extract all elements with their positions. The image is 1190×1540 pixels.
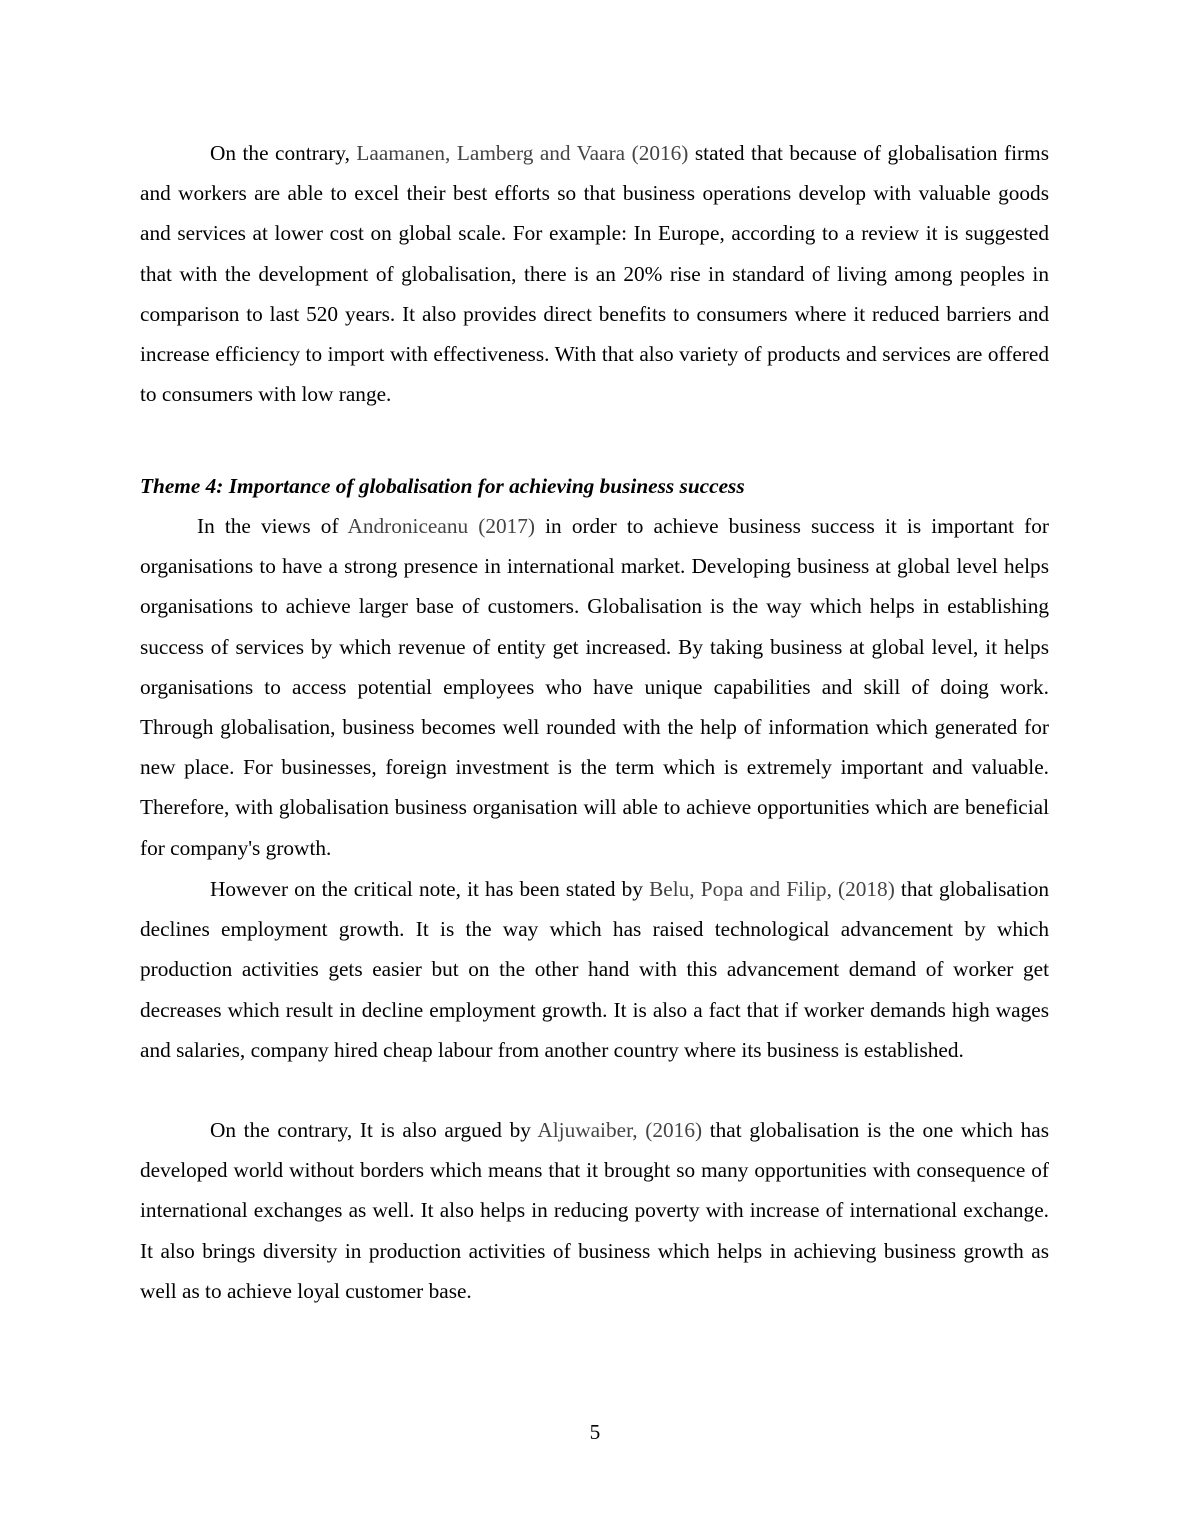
paragraph-body: stated that because of globalisation firms and workers are able to excel their best efforts so that business operations develop with valuable goods and services at lower cost on global scale. For example: In Europe, according to a review it is suggested that with the development of globalisation, there is an 20% rise in standard of living among peoples in comparison to last 520 years. It also provides direct benefits to consumers where it reduced barriers and increase efficiency to import with effectiveness. With that also variety of products and services are offered to consumers with low range. xyxy=(140,141,1049,407)
section-two xyxy=(140,466,1049,868)
paragraph-lead: On the contrary, xyxy=(210,141,357,165)
paragraph-body: in order to achieve business success it is important for organisations to have a strong presence in international market. Developing business at global level helps organisations to achieve larger base of customers. Globalisation is the way which helps in establishing success of services by which revenue of entity get increased. By taking business at global level, it helps organisations to access potential employees who have unique capabilities and skill of doing work. Through globalisation, business becomes well rounded with the help of information which generated for new place. For businesses, foreign investment is the term which is extremely important and valuable. Therefore, with globalisation business organisation will able to achieve opportunities which are beneficial for company's growth. xyxy=(140,514,1049,860)
section-three xyxy=(140,869,1049,1070)
citation-androniceanu: Androniceanu (2017) xyxy=(347,514,536,538)
section-one xyxy=(140,133,1049,414)
theme-heading: Theme 4: Importance of globalisation for achieving business success xyxy=(140,474,745,498)
section-four xyxy=(140,1110,1049,1311)
paragraph-employment-decline xyxy=(140,869,1049,1070)
citation-laamanen: Laamanen, Lamberg and Vaara (2016) xyxy=(356,141,689,165)
paragraph-body: that globalisation declines employment growth. It is the way which has raised technological advancement by which production activities gets easier but on the other hand with this advancement demand of worker get decreases which result in decline employment growth. It is also a fact that if worker demands high wages and salaries, company hired cheap labour from another country where its business is established. xyxy=(140,877,1049,1062)
page-number: 5 xyxy=(589,1420,601,1444)
paragraph-lead: However on the critical note, it has been stated by xyxy=(210,877,650,901)
paragraph-body: that globalisation is the one which has developed world without borders which means that it brought so many opportunities with consequence of international exchanges as well. It also helps in reducing poverty with increase of international exchange. It also brings diversity in production activities of business which helps in achieving business growth as well as to achieve loyal customer base. xyxy=(140,1118,1050,1303)
paragraph-world-without-borders xyxy=(140,1110,1049,1311)
paragraph-lead: On the contrary, It is also argued by xyxy=(210,1118,538,1142)
citation-aljuwaiber: Aljuwaiber, (2016) xyxy=(537,1118,703,1142)
citation-belu: Belu, Popa and Filip, (2018) xyxy=(649,877,895,901)
paragraph-globalisation-benefits xyxy=(140,133,1049,414)
paragraph-business-success xyxy=(140,506,1049,868)
paragraph-lead: In the views of xyxy=(197,514,348,538)
